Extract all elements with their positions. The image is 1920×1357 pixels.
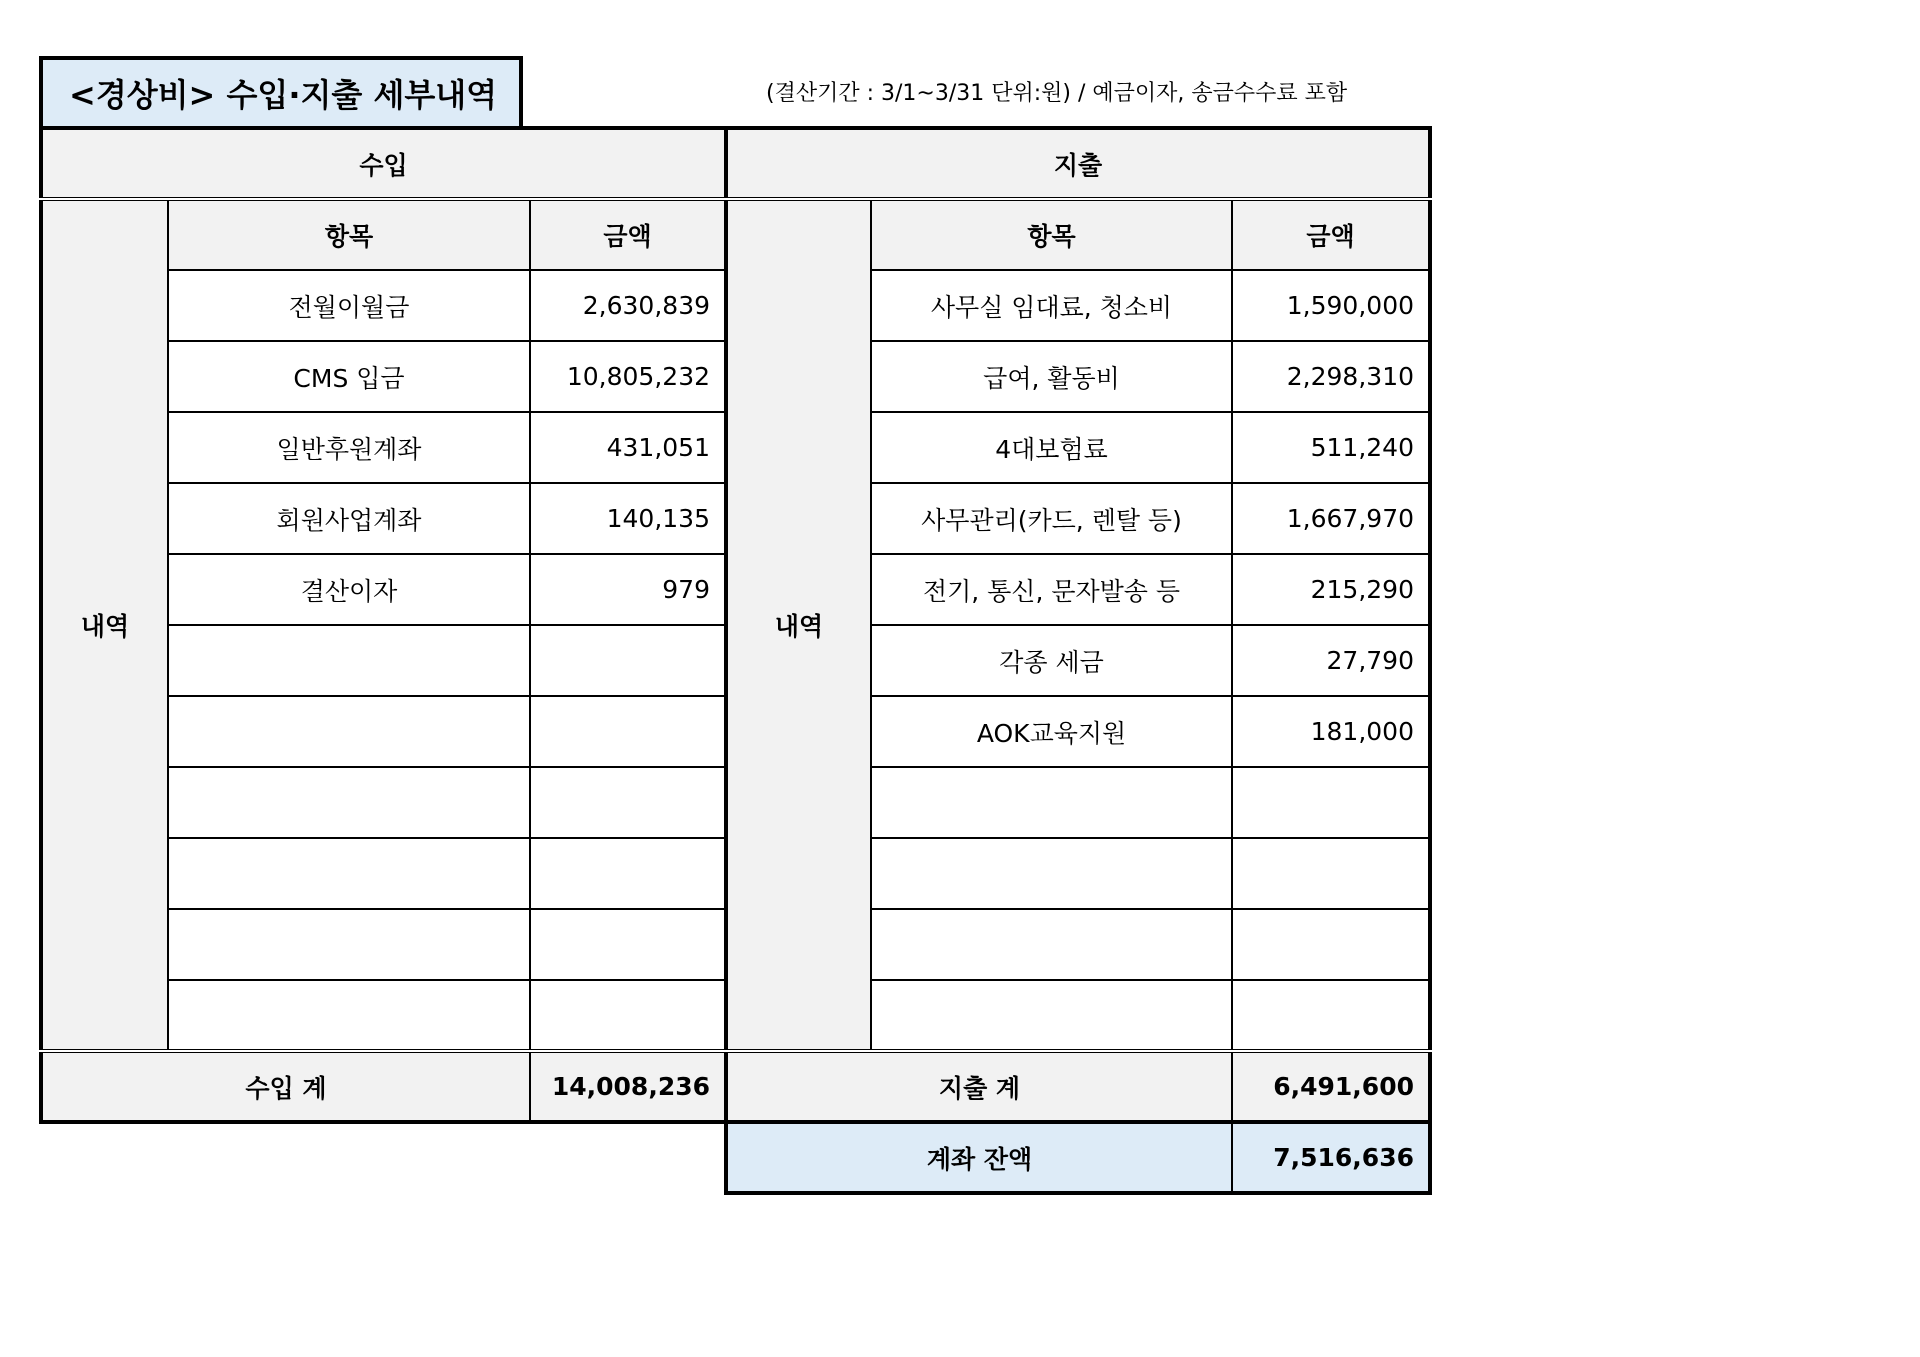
expense-amount-cell: 1,590,000	[1232, 270, 1430, 341]
income-side-label: 내역	[41, 199, 168, 1051]
income-total-label: 수입 계	[41, 1051, 530, 1122]
income-item-cell	[168, 980, 530, 1051]
income-amount-cell	[530, 625, 726, 696]
expense-item-cell: 4대보험료	[871, 412, 1232, 483]
income-item-cell	[168, 767, 530, 838]
income-amount-cell: 2,630,839	[530, 270, 726, 341]
expense-item-cell: 전기, 통신, 문자발송 등	[871, 554, 1232, 625]
income-amount-cell	[530, 838, 726, 909]
income-total-amount: 14,008,236	[530, 1051, 726, 1122]
income-amount-cell: 979	[530, 554, 726, 625]
balance-amount: 7,516,636	[1232, 1122, 1430, 1193]
income-item-cell: 일반후원계좌	[168, 412, 530, 483]
income-amount-cell	[530, 909, 726, 980]
totals-row	[41, 1051, 1430, 1122]
expense-side-label: 내역	[726, 199, 871, 1051]
expense-amount-cell: 181,000	[1232, 696, 1430, 767]
income-item-cell	[168, 838, 530, 909]
income-item-cell	[168, 909, 530, 980]
expense-item-cell	[871, 980, 1232, 1051]
expense-section-header: 지출	[726, 128, 1430, 199]
balance-label: 계좌 잔액	[726, 1122, 1232, 1193]
income-amount-cell: 140,135	[530, 483, 726, 554]
income-item-cell: CMS 입금	[168, 341, 530, 412]
expense-item-cell: 각종 세금	[871, 625, 1232, 696]
expense-total-amount: 6,491,600	[1232, 1051, 1430, 1122]
expense-item-cell	[871, 838, 1232, 909]
income-item-cell	[168, 696, 530, 767]
income-item-cell: 결산이자	[168, 554, 530, 625]
expense-item-cell: 급여, 활동비	[871, 341, 1232, 412]
income-amount-cell: 431,051	[530, 412, 726, 483]
income-item-cell	[168, 625, 530, 696]
expense-amount-cell	[1232, 838, 1430, 909]
ledger-table	[39, 126, 1432, 1195]
expense-col-item-header: 항목	[871, 199, 1232, 270]
income-amount-cell: 10,805,232	[530, 341, 726, 412]
section-header-row	[41, 128, 1430, 199]
income-item-cell: 전월이월금	[168, 270, 530, 341]
expense-amount-cell	[1232, 909, 1430, 980]
expense-item-cell: 사무관리(카드, 렌탈 등)	[871, 483, 1232, 554]
period-note: (결산기간 : 3/1~3/31 단위:원) / 예금이자, 송금수수료 포함	[766, 81, 1348, 106]
income-col-amount-header: 금액	[530, 199, 726, 270]
balance-row	[41, 1122, 1430, 1193]
expense-item-cell: AOK교육지원	[871, 696, 1232, 767]
expense-amount-cell: 215,290	[1232, 554, 1430, 625]
expense-total-label: 지출 계	[726, 1051, 1232, 1122]
income-amount-cell	[530, 767, 726, 838]
expense-amount-cell: 27,790	[1232, 625, 1430, 696]
expense-amount-cell: 2,298,310	[1232, 341, 1430, 412]
column-header-row	[41, 199, 1430, 270]
expense-col-amount-header: 금액	[1232, 199, 1430, 270]
expense-amount-cell: 511,240	[1232, 412, 1430, 483]
income-amount-cell	[530, 696, 726, 767]
document-title: <경상비> 수입·지출 세부내역	[39, 56, 523, 126]
expense-amount-cell	[1232, 767, 1430, 838]
income-item-cell: 회원사업계좌	[168, 483, 530, 554]
blank-cell	[41, 1122, 726, 1193]
expense-amount-cell: 1,667,970	[1232, 483, 1430, 554]
income-section-header: 수입	[41, 128, 726, 199]
expense-item-cell	[871, 767, 1232, 838]
expense-item-cell	[871, 909, 1232, 980]
income-amount-cell	[530, 980, 726, 1051]
income-col-item-header: 항목	[168, 199, 530, 270]
expense-item-cell: 사무실 임대료, 청소비	[871, 270, 1232, 341]
expense-amount-cell	[1232, 980, 1430, 1051]
